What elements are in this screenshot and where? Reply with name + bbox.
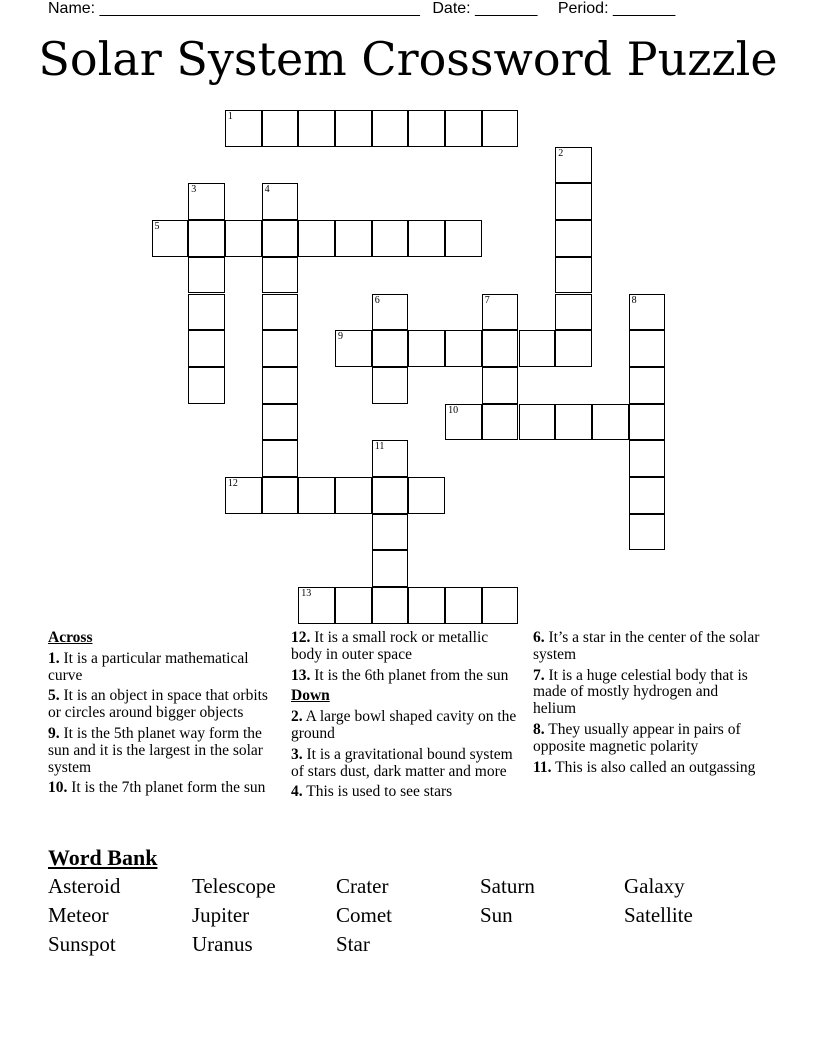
grid-cell[interactable] [262, 183, 299, 220]
name-field[interactable]: Name: ____________________________________ [48, 0, 420, 17]
grid-cell[interactable] [482, 404, 519, 441]
grid-cell[interactable] [408, 330, 445, 367]
grid-cell[interactable] [335, 330, 372, 367]
grid-cell[interactable] [188, 257, 225, 294]
clue-down-7: 7. It is a huge celestial body that is made of mostly hydrogen and helium [533, 666, 748, 718]
grid-cell[interactable] [629, 477, 666, 514]
clue-down-8: 8. They usually appear in pairs of opposite magnetic polarity [533, 720, 741, 755]
grid-cell[interactable] [188, 220, 225, 257]
grid-cell[interactable] [555, 220, 592, 257]
clue-number: 4 [264, 184, 270, 196]
grid-cell[interactable] [188, 330, 225, 367]
grid-cell[interactable] [188, 294, 225, 331]
grid-cell[interactable] [555, 330, 592, 367]
grid-cell[interactable] [262, 110, 299, 147]
grid-cell[interactable] [372, 220, 409, 257]
word-bank-item: Saturn [480, 874, 535, 898]
word-bank [48, 874, 768, 957]
word-bank-item: Comet [336, 903, 392, 927]
clue-down-3: 3. It is a gravitational bound system of stars dust, dark matter and more [291, 745, 513, 780]
grid-cell[interactable] [298, 477, 335, 514]
word-bank-item: Satellite [624, 903, 693, 927]
word-bank-item: Jupiter [192, 903, 250, 927]
grid-cell[interactable] [225, 477, 262, 514]
word-bank-item: Telescope [192, 874, 276, 898]
word-bank-item: Asteroid [48, 874, 121, 898]
grid-cell[interactable] [262, 477, 299, 514]
grid-cell[interactable] [482, 110, 519, 147]
grid-cell[interactable] [408, 110, 445, 147]
clue-number: 12 [227, 478, 238, 489]
clue-down-6: 6. It’s a star in the center of the solar system [533, 629, 760, 663]
word-bank-item: Star [336, 932, 370, 956]
clue-number: 13 [301, 588, 312, 600]
grid-cell[interactable] [372, 330, 409, 367]
grid-cell[interactable] [225, 110, 262, 147]
grid-cell[interactable] [629, 367, 666, 404]
clue-across-5: 5. It is an object in space that orbits or circles around bigger objects [48, 687, 268, 722]
grid-cell[interactable] [262, 367, 299, 404]
grid-cell[interactable] [372, 587, 409, 624]
grid-cell[interactable] [555, 404, 592, 441]
grid-cell[interactable] [335, 220, 372, 257]
clue-number: 10 [448, 404, 459, 416]
word-bank-item: Meteor [48, 903, 109, 927]
down-heading: Down [291, 687, 330, 705]
clue-number: 5 [154, 221, 160, 233]
word-bank-item: Galaxy [624, 874, 685, 898]
grid-cell[interactable] [555, 183, 592, 220]
grid-cell[interactable] [372, 367, 409, 404]
across-heading: Across [48, 629, 93, 646]
grid-cell[interactable] [225, 220, 262, 257]
grid-cell[interactable] [188, 367, 225, 404]
grid-cell[interactable] [519, 330, 556, 367]
grid-cell[interactable] [408, 587, 445, 624]
clue-number: 7 [484, 294, 490, 306]
grid-cell[interactable] [408, 220, 445, 257]
clue-across-9: 9. It is the 5th planet way form the sun and it is the largest in the solar system [48, 724, 263, 776]
clue-down-11: 11. This is also called an outgassing [533, 758, 756, 776]
clue-down-2: 2. A large bowl shaped cavity on the ground [291, 708, 517, 742]
grid-cell[interactable] [408, 477, 445, 514]
clue-number: 9 [338, 331, 343, 343]
grid-cell[interactable] [555, 294, 592, 331]
word-bank-title: Word Bank [48, 845, 158, 870]
clue-down-4: 4. This is used to see stars [291, 783, 453, 801]
grid-cell[interactable] [262, 404, 299, 441]
grid-cell[interactable] [629, 294, 666, 331]
grid-cell[interactable] [262, 257, 299, 294]
clue-number: 2 [558, 147, 564, 159]
grid-cell[interactable] [298, 220, 335, 257]
grid-cell[interactable] [629, 330, 666, 367]
grid-cell[interactable] [592, 404, 629, 441]
grid-cell[interactable] [262, 294, 299, 331]
word-bank-item: Uranus [192, 932, 253, 956]
grid-cell[interactable] [372, 294, 409, 331]
clues-column-1 [48, 630, 278, 801]
grid-cell[interactable] [555, 147, 592, 184]
grid-cell[interactable] [445, 587, 482, 624]
clue-number: 1 [227, 111, 233, 122]
clue-across-1: 1. It is a particular mathematical curve [48, 649, 249, 684]
page-title: Solar System Crossword Puzzle [38, 32, 778, 86]
grid-cell[interactable] [555, 257, 592, 294]
grid-cell[interactable] [445, 404, 482, 441]
grid-cell[interactable] [482, 587, 519, 624]
clue-number: 3 [191, 184, 197, 196]
clue-across-12: 12. It is a small rock or metallic body in outer space [291, 629, 489, 663]
word-bank-item: Crater [336, 874, 389, 898]
grid-cell[interactable] [298, 587, 335, 624]
grid-cell[interactable] [372, 550, 409, 587]
grid-cell[interactable] [262, 440, 299, 477]
grid-cell[interactable] [482, 330, 519, 367]
grid-cell[interactable] [482, 367, 519, 404]
grid-cell[interactable] [335, 110, 372, 147]
grid-cell[interactable] [445, 330, 482, 367]
period-field[interactable]: Period: _______ [557, 0, 676, 17]
clue-number: 11 [374, 441, 385, 453]
clue-number: 8 [631, 294, 637, 306]
clue-number: 6 [374, 294, 380, 306]
grid-cell[interactable] [372, 477, 409, 514]
clue-across-13: 13. It is the 6th planet from the sun [291, 666, 509, 684]
grid-cell[interactable] [445, 110, 482, 147]
grid-cell[interactable] [372, 110, 409, 147]
grid-cell[interactable] [372, 514, 409, 551]
grid-cell[interactable] [298, 110, 335, 147]
grid-cell[interactable] [262, 220, 299, 257]
word-bank-item: Sunspot [48, 932, 116, 956]
date-field[interactable]: Date: _______ [432, 0, 538, 17]
word-bank-item: Sun [480, 903, 513, 927]
grid-cell[interactable] [262, 330, 299, 367]
clue-across-10: 10. It is the 7th planet form the sun [48, 779, 266, 797]
grid-cell[interactable] [629, 514, 666, 551]
grid-cell[interactable] [519, 404, 556, 441]
grid-cell[interactable] [629, 440, 666, 477]
clues-column-2 [291, 630, 519, 805]
grid-cell[interactable] [629, 404, 666, 441]
grid-cell[interactable] [372, 440, 409, 477]
grid-cell[interactable] [445, 220, 482, 257]
grid-cell[interactable] [188, 183, 225, 220]
grid-cell[interactable] [335, 587, 372, 624]
grid-cell[interactable] [152, 220, 189, 257]
grid-cell[interactable] [335, 477, 372, 514]
grid-cell[interactable] [482, 294, 519, 331]
clues-column-3 [533, 630, 763, 780]
